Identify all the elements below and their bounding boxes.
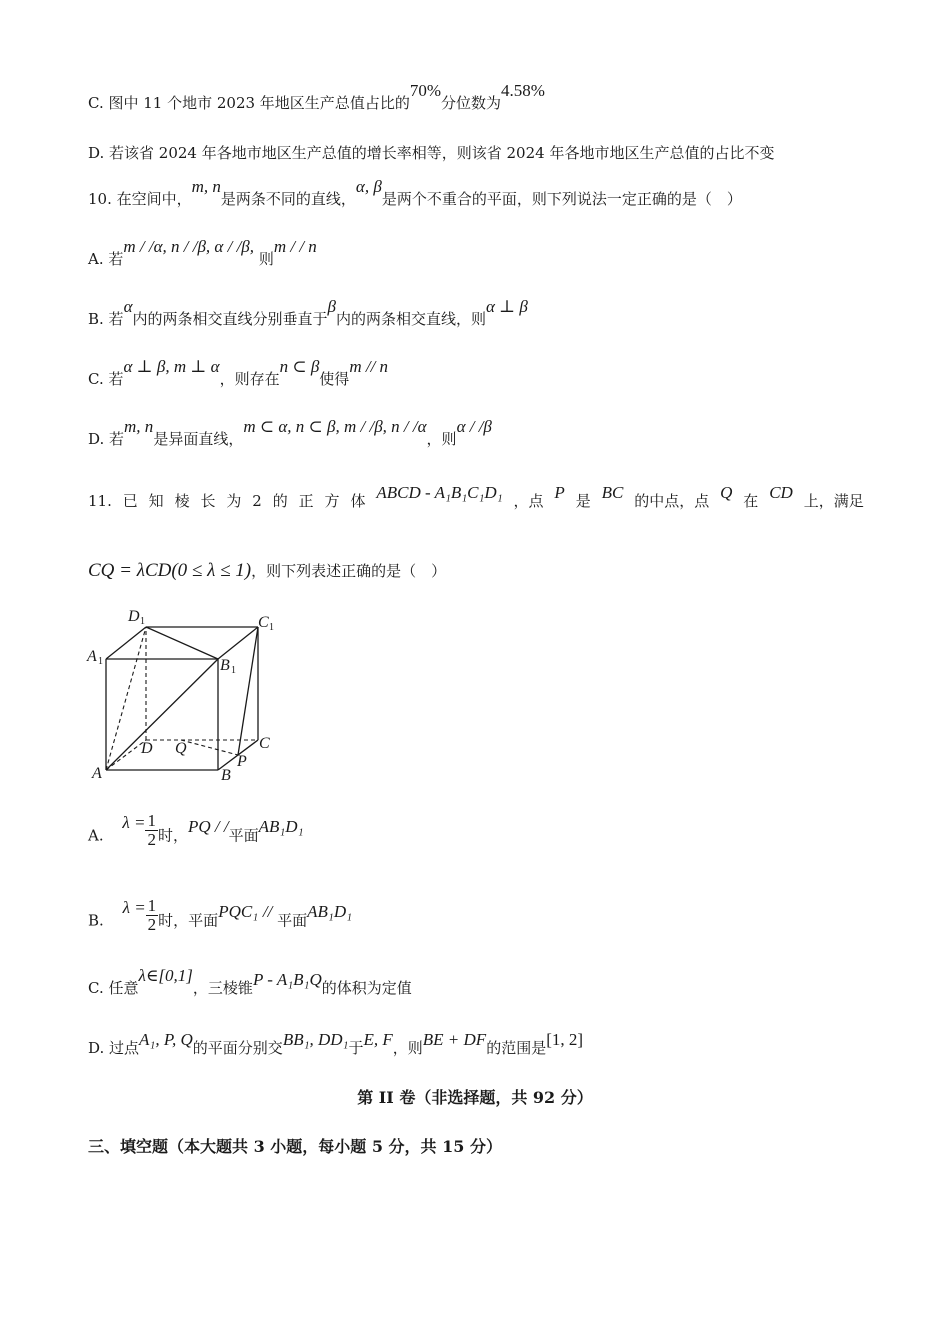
q9-option-d: D. 若该省 2024 年各地市地区生产总值的增长率相等，则该省 2024 年各地市地区生产总值的占比不变 [88, 144, 775, 162]
q10-c-result: m // n [349, 357, 389, 376]
q11-number: 11. [88, 492, 112, 510]
segment-c1-p [238, 627, 258, 755]
q10-c-cond: α ⊥ β, m ⊥ α [123, 357, 220, 376]
q11-a-num: 1 [147, 811, 156, 830]
label-a1-sub: 1 [98, 656, 103, 667]
q11-a-expr: PQ / / [188, 817, 229, 837]
q11-d-ze: ，则 [392, 1039, 423, 1057]
q10-b-alpha: α [123, 297, 133, 316]
q11-char: 长 [200, 492, 216, 510]
q11-s5: 上，满足 [803, 492, 864, 510]
label-b: B [221, 767, 231, 784]
q11-d-lines: BB₁, DD₁ [282, 1030, 349, 1049]
q11-point-p: P [554, 483, 565, 502]
label-c: C [259, 735, 270, 752]
q10-d-cond: m ⊂ α, n ⊂ β, m / /β, n / /α [243, 417, 427, 436]
q10-b-post: 内的两条相交直线，则 [335, 310, 486, 328]
q10-c-mid: ，则存在 [219, 370, 280, 388]
q11-char: 的 [272, 492, 288, 510]
q11-a-lambda: λ = [122, 813, 146, 833]
q10-b-label: B. 若 [88, 310, 124, 328]
q10-c-post: 使得 [319, 370, 350, 388]
label-d1: D [128, 608, 140, 625]
label-d: D [141, 740, 153, 757]
q10-option-a [88, 237, 317, 269]
q11-b-plane2: AB₁D₁ [307, 902, 353, 922]
q11-d-post: 的范围是 [486, 1039, 547, 1057]
q11-segment-cd: CD [769, 483, 793, 502]
q10-stem-post: 是两个不重合的平面，则下列说法一定正确的是（ ） [381, 190, 742, 208]
q11-s3: 的中点，点 [634, 492, 710, 510]
q11-option-c [88, 966, 412, 998]
q11-stem-line2 [88, 560, 446, 582]
q11-c-range: λ∈[0,1] [138, 966, 193, 985]
segment-a-d1 [106, 627, 146, 770]
q10-c-label: C. 若 [88, 370, 124, 388]
q11-char: 2 [252, 492, 262, 510]
q11-char: 已 [122, 492, 138, 510]
q11-d-range: [1, 2] [546, 1030, 584, 1049]
q11-option-d [88, 1030, 584, 1058]
q11-d-yu: 于 [348, 1039, 364, 1057]
label-p: P [237, 753, 247, 770]
segment-d1-b1 [146, 627, 218, 659]
q11-c-mid: ，三棱锥 [192, 979, 253, 997]
q10-b-beta: β [327, 297, 336, 316]
q10-a-label: A. 若 [88, 250, 124, 268]
q10-a-then: 则 [258, 250, 274, 268]
q11-s4: 在 [743, 492, 759, 510]
q11-char: 方 [324, 492, 340, 510]
q11-d-ef: E, F [363, 1030, 393, 1049]
q10-stem-pre: 10. 在空间中， [88, 190, 192, 208]
part-2-heading: 第 II 卷（非选择题，共 92 分） [357, 1088, 593, 1107]
q9-c-value: 4.58% [501, 81, 545, 100]
q11-c-label: C. 任意 [88, 979, 139, 997]
q11-char: 知 [148, 492, 164, 510]
q11-b-label: B. [88, 911, 104, 930]
q11-char: 正 [298, 492, 314, 510]
q9-option-c [88, 81, 545, 113]
q11-point-q: Q [720, 483, 733, 502]
q11-char: 为 [226, 492, 242, 510]
q11-b-plane: 平面 [277, 911, 308, 930]
q11-segment-bc: BC [601, 483, 624, 502]
q11-char: 体 [350, 492, 366, 510]
q10-ab: α, β [355, 177, 382, 196]
q11-d-sum: BE + DF [422, 1030, 487, 1049]
q11-char: 棱 [174, 492, 190, 510]
q10-a-cond: m / /α, n / /β, α / /β, [123, 237, 255, 256]
label-b1-sub: 1 [231, 665, 236, 676]
q11-a-plane-name: AB₁D₁ [258, 817, 304, 837]
q11-s1: ，点 [513, 492, 544, 510]
q11-a-den: 2 [147, 829, 156, 849]
q11-b-plane1: PQC₁ [218, 902, 259, 922]
edge-a-d [106, 740, 146, 770]
label-a1: A [87, 648, 97, 665]
label-d1-sub: 1 [140, 616, 145, 627]
edge-b1-c1 [218, 627, 258, 659]
segment-q-p [181, 740, 238, 755]
q11-a-label: A. [88, 826, 104, 845]
q10-stem [88, 177, 742, 209]
q9-c-percent: 70% [409, 81, 441, 100]
segment-a-b1 [106, 659, 218, 770]
q11-c-post: 的体积为定值 [321, 979, 412, 997]
q11-b-parallel: // [262, 902, 273, 922]
q10-c-exist: n ⊂ β [279, 357, 320, 376]
q11-d-label: D. 过点 [88, 1039, 140, 1057]
q11-b-num: 1 [147, 896, 157, 915]
q10-d-post: ，则 [426, 430, 457, 448]
q10-a-result: m / / n [273, 237, 317, 256]
cube-figure [85, 600, 285, 790]
q10-option-b [88, 297, 528, 329]
label-c1: C [258, 614, 269, 631]
q10-b-result: α ⊥ β [486, 297, 528, 316]
q10-option-d [88, 417, 492, 449]
q10-d-result: α / /β [456, 417, 492, 436]
label-b1: B [220, 657, 230, 674]
q11-a-when: 时， [157, 826, 188, 845]
q11-b-lambda: λ = [122, 898, 146, 918]
q10-d-mn: m, n [124, 417, 154, 436]
label-q: Q [175, 740, 187, 757]
label-a: A [92, 765, 102, 782]
q10-d-label: D. 若 [88, 430, 125, 448]
q11-a-fraction [145, 812, 158, 849]
q10-b-mid: 内的两条相交直线分别垂直于 [132, 310, 328, 328]
label-c1-sub: 1 [269, 622, 274, 633]
q11-option-b [88, 896, 353, 940]
q10-option-c [88, 357, 389, 389]
q11-b-when: 时，平面 [158, 911, 219, 930]
q11-stem-line1 [88, 483, 864, 511]
q11-b-den: 2 [147, 914, 157, 934]
q11-b-fraction [146, 897, 159, 934]
q11-s2: 是 [575, 492, 591, 510]
section-3-heading: 三、填空题（本大题共 3 小题，每小题 5 分，共 15 分） [88, 1137, 502, 1156]
q11-c-pyramid: P - A₁B₁Q [252, 970, 322, 989]
q9-c-mid: 分位数为 [441, 94, 502, 112]
q10-mn: m, n [191, 177, 221, 196]
q10-d-mid: 是异面直线， [153, 430, 244, 448]
q11-d-mid: 的平面分别交 [192, 1039, 283, 1057]
q9-c-text: C. 图中 11 个地市 2023 年地区生产总值占比的 [88, 94, 410, 112]
q11-condition: CQ = λCD(0 ≤ λ ≤ 1) [88, 560, 252, 581]
q11-a-plane: 平面 [228, 826, 259, 845]
edge-a1-d1 [106, 627, 146, 659]
q11-cube-name: ABCD - A₁B₁C₁D₁ [376, 483, 503, 502]
q11-option-a [88, 811, 304, 855]
q11-d-points: A₁, P, Q [139, 1030, 193, 1049]
q10-stem-mid: 是两条不同的直线， [220, 190, 356, 208]
q11-ask: ，则下列表述正确的是（ ） [251, 562, 447, 580]
